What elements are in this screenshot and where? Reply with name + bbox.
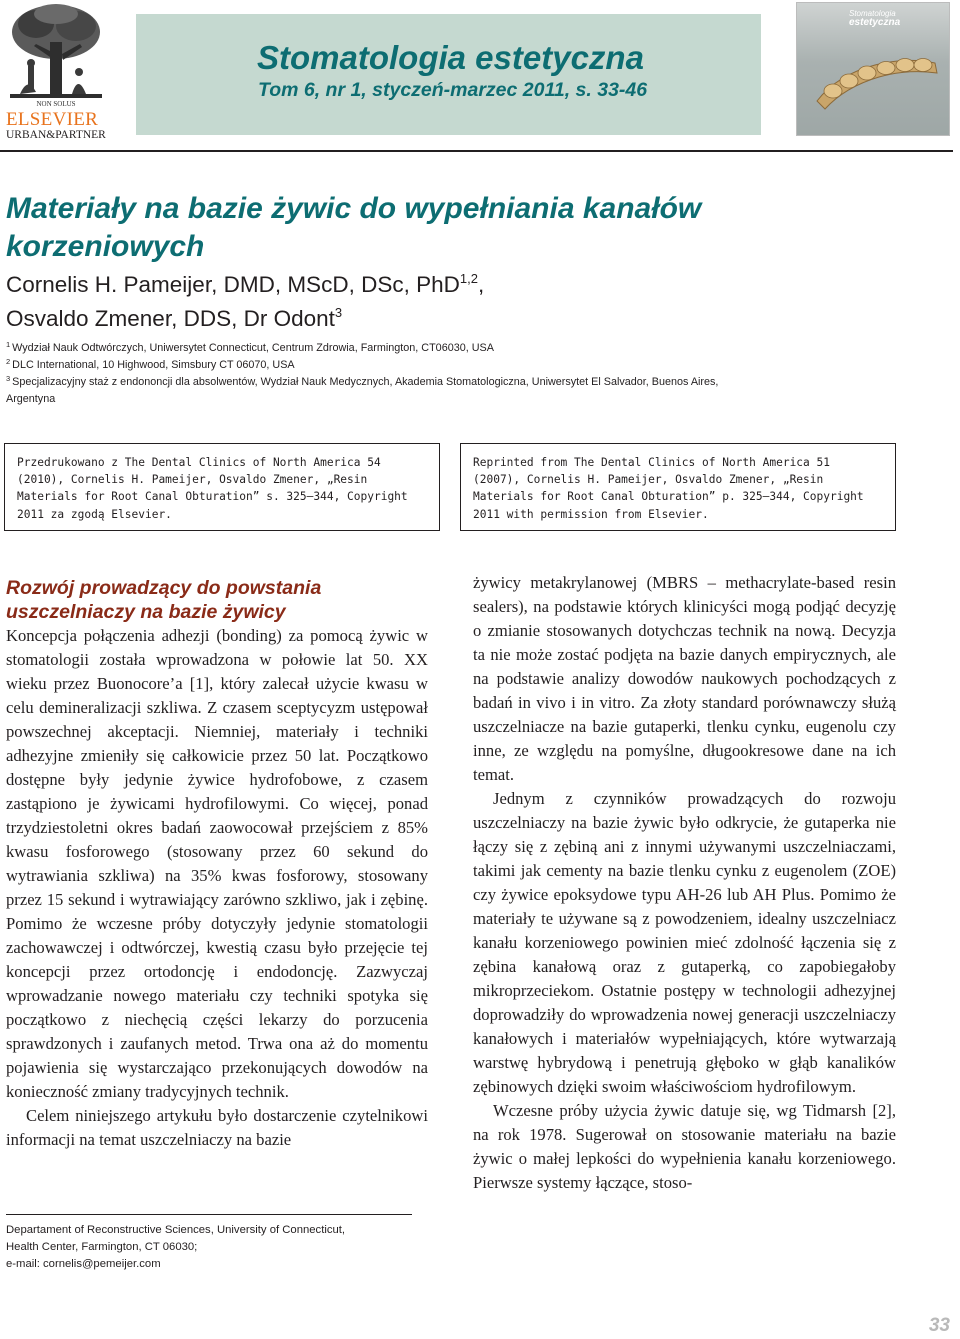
svg-text:NON SOLUS: NON SOLUS <box>36 100 76 108</box>
affiliations <box>6 340 726 408</box>
author-1-line <box>6 268 766 302</box>
affiliation-2 <box>6 357 726 374</box>
left-paragraph-1: Koncepcja połączenia adhezji (bonding) za pomocą żywic w stomatologii została wprowadzona w połowie lat 50. XX wieku przez Buonocore’a [1], który zalecał użycie kwasu w celu demineralizacji szkliwa. Z czasem sceptycyzm ustępował powszechnej akceptacji. Niemniej, materiały i techniki adhezyjne zmieniły się całkowicie przez 50 lat. Początkowo dostępne były jedynie żywice hydrofobowe, z czasem zastąpiono je żywicami hydrofilowymi. Co więcej, ponad trzydziestoletni okres badań zaowocował przejściem z 85% kwasu fosforowego (stosowany przez 60 sekund do wytrawiania szkliwa) na 35% kwas fosforowy, stosowany przez 15 sekund i wytrawiający zarówno szkliwo, jak i zębinę. Pomimo że wczesne próby dotyczyły jedynie stomatologii zachowawczej i odtwórczej, kwestią czasu było przejęcie tej koncepcji przez ortodoncję i endodoncję. Zazwyczaj wprowadzanie nowego materiału czy techniki spotyka się początkowo z niechęcią części lekarzy do porzucenia sprawdzonych i zaufanych metod. Trwa ona aż do momentu pojawienia się wystarczająco przekonujących dowodów na konieczność zmiany tradycyjnych technik. <box>6 626 428 1101</box>
affiliation-3-number: 3 <box>6 374 11 383</box>
footnote-line-2: Health Center, Farmington, CT 06030; <box>6 1241 198 1253</box>
page-number: 33 <box>928 1315 950 1336</box>
body-column-right <box>473 571 896 1195</box>
affiliation-1-text: Wydział Nauk Odtwórczych, Uniwersytet Connecticut, Centrum Zdrowia, Farmington, CT06030, USA <box>12 342 494 354</box>
footnote-rule <box>6 1214 412 1215</box>
right-paragraph-1: żywicy metakrylanowej (MBRS – methacrylate-based resin sealers), na podstawie których klinicyści mogą podjąć decyzję o zmianie stosowanych dotychczas technik na nową. Decyzja ta nie może zostać podjęta na bazie danych empirycznych, ale na podstawie analizy dowodów naukowych pochodzących z badań in vivo i in vitro. Za złoty standard porównawczy służą uszczelniacze na bazie gutaperki, tlenku cynku, eugenolu czy inne, ze względu na pomyślne, długookresowe dane na ich temat. <box>473 573 896 784</box>
author-2-line <box>6 302 766 336</box>
reprint-notice-english: Reprinted from The Dental Clinics of North America 51 (2007), Cornelis H. Pameijer, Osvaldo Zmener, „Resin Materials for Root Canal Obturation” p. 325–344, Copyright 2011 with permission from Elsevier. <box>460 443 896 531</box>
affiliation-1 <box>6 340 726 357</box>
author-1-affiliation-marks: 1,2 <box>459 271 478 286</box>
publisher-logo <box>6 2 106 141</box>
right-paragraph-2: Jednym z czynników prowadzących do rozwoju uszczelniaczy na bazie żywic było odkrycie, że gutaperka nie łączy się z zębiną ani z innymi używanymi uszczelniaczami, takimi jak cementy na bazie tlenku cynku z eugenolem (ZOE) czy żywice epoksydowe typu AH-26 lub AH Plus. Pomimo że materiały te używane są z powodzeniem, idealny uszczelniacz kanału korzeniowego powinien mieć zdolność łączenia się z zębina kanałową oraz z gutaperką, co zapobiegałoby mikroprzeciekom. Ostatnie postępy w technologii adhezyjnej doprowadziły do wprowadzenia nowej generacji uszczelniaczy kanałowych i materiałów wypełniających, które wytwarzają warstwę hybrydową i penetrują głęboko w głąb kanalików zębinowych dzięki swoim właściwościom hydrofilowym. <box>473 789 896 1096</box>
section-heading: Rozwój prowadzący do powstania uszczelniaczy na bazie żywicy <box>6 577 322 623</box>
journal-title: Stomatologia estetyczna <box>257 39 644 76</box>
urban-partner-wordmark: URBAN&PARTNER <box>6 129 106 141</box>
right-paragraph-3: Wczesne próby użycia żywic datuje się, wg Tidmarsh [2], na rok 1978. Sugerował on stosowanie materiału na bazie żywic o małej lepkości do wypełnienia kanału korzeniowego. Pierwsze systemy łączące, stoso- <box>473 1101 896 1192</box>
author-1: Cornelis H. Pameijer, DMD, MScD, DSc, PhD <box>6 272 460 297</box>
affiliation-2-text: DLC International, 10 Highwood, Simsbury CT 06070, USA <box>12 359 295 371</box>
affiliation-2-number: 2 <box>6 357 11 366</box>
elsevier-tree-icon <box>6 2 106 110</box>
cover-title-line2: estetyczna <box>849 17 901 28</box>
author-list <box>6 268 766 336</box>
elsevier-wordmark: ELSEVIER <box>6 109 99 130</box>
affiliation-3-text: Specjalizacyjny staż z endononcji dla absolwentów, Wydział Nauk Medycznych, Akademia Stomatologiczna, Uniwersytet El Salvador, Buenos Aires, Argentyna <box>6 376 719 405</box>
cover-title-line1: Stomatologia <box>849 9 896 18</box>
journal-cover-thumbnail <box>796 2 950 136</box>
affiliation-3 <box>6 374 726 408</box>
reprint-notice-polish: Przedrukowano z The Dental Clinics of North America 54 (2010), Cornelis H. Pameijer, Osvaldo Zmener, „Resin Materials for Root Canal Obturation” s. 325–344, Copyright 2011 za zgodą Elsevier. <box>4 443 440 531</box>
correspondence-footnote <box>6 1222 446 1273</box>
affiliation-1-number: 1 <box>6 340 11 349</box>
footnote-line-1: Departament of Reconstructive Sciences, University of Connecticut, <box>6 1224 346 1236</box>
dental-bridge-image <box>797 3 950 136</box>
footnote-email: e-mail: cornelis@pemeijer.com <box>6 1258 161 1270</box>
journal-issue: Tom 6, nr 1, styczeń-marzec 2011, s. 33-46 <box>258 79 648 101</box>
left-paragraph-2: Celem niniejszego artykułu było dostarczenie czytelnikowi informacji na temat uszczelniaczy na bazie <box>6 1106 428 1149</box>
body-column-left <box>6 576 428 1152</box>
article-title: Materiały na bazie żywic do wypełniania kanałów korzeniowych <box>6 192 702 263</box>
author-2: Osvaldo Zmener, DDS, Dr Odont <box>6 306 335 331</box>
author-2-affiliation-mark: 3 <box>334 305 343 320</box>
author-1-separator: , <box>477 272 485 297</box>
header-rule <box>0 150 953 152</box>
journal-banner <box>136 14 761 135</box>
